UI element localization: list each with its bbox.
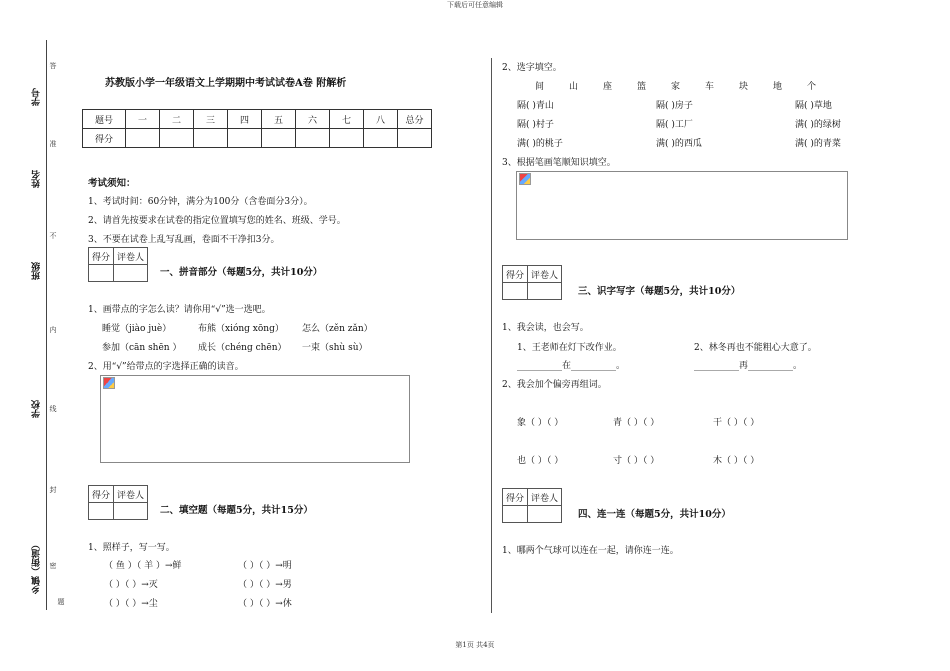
s3-radical-item[interactable]: 寸（ ）（ ） <box>613 456 660 466</box>
grader-box-1 <box>88 247 148 282</box>
binding-label-name: 姓名 <box>32 170 42 188</box>
s2-fill-item[interactable]: （ 鱼 ）（ 羊 ）→鲜 <box>104 561 182 571</box>
grader-score-cell[interactable] <box>503 283 528 300</box>
grader-box-3 <box>502 265 562 300</box>
notice-item-3: 3、不要在试卷上乱写乱画，卷面不干净扣3分。 <box>88 235 280 245</box>
score-cell[interactable] <box>194 129 228 148</box>
s3-question-2: 2、我会加个偏旁再组词。 <box>502 380 607 390</box>
binding-label-class: 班级 <box>32 262 42 280</box>
binding-mark-2: 准 <box>49 140 57 147</box>
score-cell[interactable] <box>228 129 262 148</box>
score-header-cell: 四 <box>228 110 262 129</box>
section-1-title: 一、拼音部分（每题5分，共计10分） <box>160 267 323 278</box>
score-cell[interactable] <box>262 129 296 148</box>
s2-fill-item[interactable]: （ ）（ ）→休 <box>238 599 292 609</box>
binding-mark-6: 封 <box>49 486 57 493</box>
choice-fill[interactable]: 满( )的桃子 <box>517 139 563 149</box>
grader-reviewer-label: 评卷人 <box>114 486 148 503</box>
choice-fill[interactable]: 隔( )房子 <box>656 101 693 111</box>
s3-radical-item[interactable]: 也（ ）（ ） <box>517 456 564 466</box>
binding-label-school: 学校 <box>32 400 42 418</box>
right-question-3: 3、根据笔画笔顺知识填空。 <box>502 158 616 168</box>
choice-char: 个 <box>807 82 817 92</box>
choice-fill[interactable]: 满( )的绿树 <box>795 120 841 130</box>
choice-fill[interactable]: 满( )的青菜 <box>795 139 841 149</box>
choice-fill[interactable]: 隔( )草地 <box>795 101 832 111</box>
score-cell[interactable] <box>126 129 160 148</box>
column-divider <box>491 58 492 613</box>
s4-question-1: 1、哪两个气球可以连在一起，请你连一连。 <box>502 546 679 556</box>
score-header-cell: 五 <box>262 110 296 129</box>
grader-box-4 <box>502 488 562 523</box>
binding-mark-3: 不 <box>49 232 57 239</box>
s2-fill-item[interactable]: （ ）（ ）→尘 <box>104 599 158 609</box>
s3-radical-item[interactable]: 木（ ）（ ） <box>713 456 760 466</box>
score-header-cell: 二 <box>160 110 194 129</box>
score-cell[interactable] <box>160 129 194 148</box>
s1-q1-option[interactable]: 怎么（zěn zǎn） <box>302 324 373 334</box>
right-question-2: 2、选字填空。 <box>502 63 562 73</box>
grader-box-2 <box>88 485 148 520</box>
binding-mark-7: 密 <box>49 562 57 569</box>
grader-score-label: 得分 <box>89 248 114 265</box>
s2-question-1: 1、照样子，写一写。 <box>88 543 175 553</box>
top-note: 下载后可任意编辑 <box>447 1 503 9</box>
grader-score-label: 得分 <box>503 489 528 506</box>
notice-item-2: 2、请首先按要求在试卷的指定位置填写您的姓名、班级、学号。 <box>88 216 346 226</box>
binding-label-student-id: 学号 <box>32 88 42 106</box>
section-3-title: 三、识字写字（每题5分，共计10分） <box>578 286 741 297</box>
binding-mark-1: 答 <box>49 62 57 69</box>
grader-score-cell[interactable] <box>503 506 528 523</box>
grader-reviewer-cell[interactable] <box>528 506 562 523</box>
score-header-cell: 一 <box>126 110 160 129</box>
s3-radical-item[interactable]: 青（ ）（ ） <box>613 418 660 428</box>
s3-q1-sentence-b: 2、林冬再也不能粗心大意了。 <box>694 343 817 353</box>
grader-score-cell[interactable] <box>89 503 114 520</box>
grader-reviewer-label: 评卷人 <box>528 266 562 283</box>
s1-q1-option[interactable]: 参加（cān shēn ） <box>102 343 182 353</box>
binding-label-township: 乡镇（街道） <box>32 540 42 594</box>
grader-score-label: 得分 <box>89 486 114 503</box>
s1-q1-option[interactable]: 一束（shù sù） <box>302 343 368 353</box>
s1-q1-option[interactable]: 布熊（xióng xōng） <box>198 324 284 334</box>
grader-reviewer-cell[interactable] <box>528 283 562 300</box>
score-cell[interactable] <box>398 129 432 148</box>
s1-question-1: 1、画带点的字怎么读？请你用“√”选一选吧。 <box>88 305 271 315</box>
binding-line <box>46 40 47 610</box>
choice-char: 车 <box>705 82 715 92</box>
score-cell[interactable] <box>296 129 330 148</box>
notice-title: 考试须知： <box>88 178 136 189</box>
q3-image-frame <box>516 171 848 240</box>
grader-reviewer-label: 评卷人 <box>528 489 562 506</box>
s3-radical-item[interactable]: 干（ ）（ ） <box>713 418 760 428</box>
s2-fill-item[interactable]: （ ）（ ）→男 <box>238 580 292 590</box>
s3-question-1: 1、我会读，也会写。 <box>502 323 589 333</box>
s1-question-2: 2、用“√”给带点的字选择正确的读音。 <box>88 362 244 372</box>
s2-fill-item[interactable]: （ ）（ ）→灭 <box>104 580 158 590</box>
choice-char: 间 <box>535 82 545 92</box>
choice-fill[interactable]: 隔( )村子 <box>517 120 554 130</box>
grader-reviewer-cell[interactable] <box>114 265 148 282</box>
s1-q1-option[interactable]: 睡觉（jiào juè） <box>102 324 172 334</box>
binding-mark-extra: 题 <box>57 598 65 605</box>
notice-item-1: 1、考试时间：60分钟，满分为100分（含卷面分3分）。 <box>88 197 313 207</box>
score-header-cell: 七 <box>330 110 364 129</box>
s3-q1-blank-b[interactable]: __________再__________。 <box>694 361 803 371</box>
choice-fill[interactable]: 隔( )青山 <box>517 101 554 111</box>
section-2-title: 二、填空题（每题5分，共计15分） <box>160 505 313 516</box>
page-footer: 第1页 共4页 <box>455 641 495 649</box>
score-header-cell: 六 <box>296 110 330 129</box>
s3-q1-blank-a[interactable]: __________在__________。 <box>517 361 626 371</box>
page-title: 苏教版小学一年级语文上学期期中考试试卷A卷 附解析 <box>105 78 347 89</box>
score-header-cell: 总分 <box>398 110 432 129</box>
score-cell[interactable] <box>330 129 364 148</box>
s2-fill-item[interactable]: （ ）（ ）→明 <box>238 561 292 571</box>
score-cell[interactable] <box>364 129 398 148</box>
grader-reviewer-cell[interactable] <box>114 503 148 520</box>
score-header-cell: 八 <box>364 110 398 129</box>
choice-char: 座 <box>603 82 613 92</box>
grader-score-label: 得分 <box>503 266 528 283</box>
broken-image-icon <box>519 173 531 185</box>
choice-char: 块 <box>739 82 749 92</box>
section-4-title: 四、连一连（每题5分，共计10分） <box>578 509 731 520</box>
score-table-score-row <box>83 129 432 148</box>
choice-char: 地 <box>773 82 783 92</box>
s3-radical-item[interactable]: 象（ ）（ ） <box>517 418 564 428</box>
score-row-label: 得分 <box>83 129 126 148</box>
score-table-header-row <box>83 110 432 129</box>
broken-image-icon <box>103 377 115 389</box>
binding-mark-5: 线 <box>49 405 57 412</box>
choice-char: 山 <box>569 82 579 92</box>
score-header-cell: 题号 <box>83 110 126 129</box>
s1-q1-option[interactable]: 成长（chéng chēn） <box>198 343 287 353</box>
binding-mark-4: 内 <box>49 326 57 333</box>
s1-q2-image-frame <box>100 375 410 463</box>
s3-q1-sentence-a: 1、王老师在灯下改作业。 <box>517 343 622 353</box>
score-table <box>82 109 432 148</box>
grader-reviewer-label: 评卷人 <box>114 248 148 265</box>
choice-char: 家 <box>671 82 681 92</box>
score-header-cell: 三 <box>194 110 228 129</box>
choice-char: 篮 <box>637 82 647 92</box>
grader-score-cell[interactable] <box>89 265 114 282</box>
choice-fill[interactable]: 隔( )工厂 <box>656 120 693 130</box>
choice-fill[interactable]: 满( )的西瓜 <box>656 139 702 149</box>
